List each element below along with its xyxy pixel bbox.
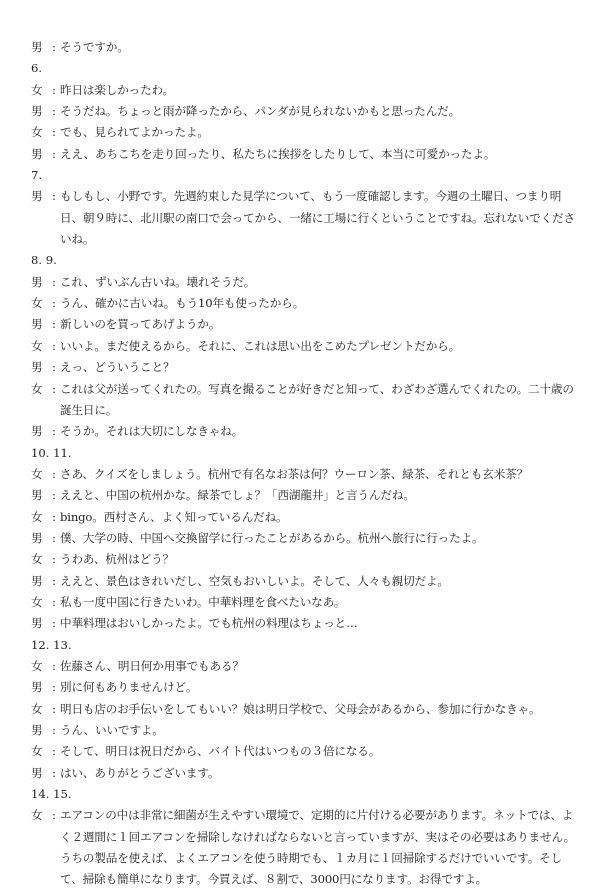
speaker-label: 女: [31, 296, 43, 311]
speaker-colon: :: [52, 765, 56, 780]
dialog-line: [31, 571, 577, 592]
speaker-colon: :: [52, 424, 56, 439]
dialog-line: [31, 613, 577, 634]
dialog-text: そして、明日は祝日だから、バイト代はいつもの３倍になる。: [60, 744, 381, 759]
dialog-line: [31, 805, 577, 890]
speaker-label: 女: [31, 509, 43, 524]
speaker-label: 女: [31, 594, 43, 609]
dialog-text: これ、ずいぶん古いね。壊れそうだ。: [60, 274, 256, 289]
speaker-colon: :: [52, 701, 56, 716]
dialog-text: うん、確かに古いね。もう10年も使ったから。: [60, 296, 305, 311]
dialog-text: これは父が送ってくれたの。写真を撮ることが好きだと知って、わざわざ選んでくれたの。二十歳の誕生日に。: [60, 381, 574, 417]
question-number: 12. 13.: [31, 637, 72, 652]
speaker-colon: :: [52, 594, 56, 609]
speaker-label: 女: [31, 552, 43, 567]
speaker-colon: :: [52, 40, 56, 54]
speaker-label: 男: [31, 616, 43, 631]
dialog-text: でも、見られてよかったよ。: [60, 125, 209, 140]
dialog-line: [31, 421, 577, 442]
speaker-colon: :: [52, 146, 56, 161]
dialog-line: [31, 549, 577, 570]
speaker-label: 女: [31, 701, 43, 716]
speaker-label: 男: [31, 573, 43, 588]
speaker-label: 男: [31, 360, 43, 375]
speaker-label: 女: [31, 658, 43, 673]
speaker-colon: :: [52, 530, 56, 545]
dialog-line: [31, 528, 577, 549]
speaker-colon: :: [52, 466, 56, 481]
dialog-line: [31, 379, 577, 422]
speaker-colon: :: [52, 82, 56, 97]
speaker-colon: :: [52, 189, 56, 204]
speaker-colon: :: [52, 509, 56, 524]
speaker-colon: :: [52, 723, 56, 737]
dialog-text: bingo。西村さん、よく知っているんだね。: [60, 509, 288, 524]
dialog-line: [31, 763, 577, 784]
question-number: 6.: [31, 61, 43, 76]
speaker-colon: :: [52, 317, 56, 332]
dialog-text: はい、ありがとうございます。: [60, 765, 220, 780]
speaker-colon: :: [52, 744, 56, 759]
dialog-line: [31, 464, 577, 485]
dialog-line: [31, 357, 577, 378]
dialog-line: [31, 336, 577, 357]
dialog-text: えっ、どういうこと？: [60, 360, 175, 375]
dialog-text: 僕、大学の時、中国へ交換留学に行ったことがあるから。杭州へ旅行に行ったよ。: [60, 530, 484, 545]
dialog-line: [31, 144, 577, 165]
dialog-text: うわあ、杭州はどう？: [60, 552, 174, 567]
speaker-label: 女: [31, 82, 43, 97]
dialog-line: [31, 37, 577, 58]
speaker-label: 男: [31, 723, 43, 737]
dialog-line: [31, 656, 577, 677]
dialog-text: エアコンの中は非常に細菌が生えやすい環境で、定期的に片付ける必要があります。ネットでは、よく２週間に１回エアコンを掃除しなければならないと言っていますが、実はその必要はありません。うちの製品を使えば、よくエアコンを使う時期でも、１カ月に１回掃除するだけでいいです。そして、掃除も簡単になります。今買えば、８割で、3000円になります。お得ですよ。: [60, 808, 576, 887]
speaker-colon: :: [52, 104, 56, 119]
dialog-line: [31, 677, 577, 698]
speaker-colon: :: [52, 125, 56, 140]
speaker-label: 男: [31, 104, 43, 119]
speaker-label: 女: [31, 338, 43, 353]
speaker-colon: :: [52, 296, 56, 311]
dialog-text: ええと、景色はきれいだし、空気もおいしいよ。そして、人々も親切だよ。: [60, 573, 449, 588]
dialog-line: [31, 507, 577, 528]
question-number: 14. 15.: [31, 787, 72, 802]
dialog-text: そうか。それは大切にしなきゃね。: [60, 424, 244, 439]
speaker-colon: :: [52, 338, 56, 353]
dialog-text: もしもし、小野です。先週約束した見学について、もう一度確認します。今週の土曜日、つまり明日、朝９時に、北川駅の南口で会ってから、一緒に工場に行くということですね。忘れないでくださいね。: [60, 189, 575, 247]
speaker-colon: :: [52, 381, 56, 396]
dialog-line: [31, 101, 577, 122]
dialog-text: さあ、クイズをしましょう。杭州で有名なお茶は何？ウーロン茶、緑茶、それとも玄米茶？: [60, 466, 529, 481]
speaker-label: 女: [31, 466, 43, 481]
dialog-line: [31, 741, 577, 762]
dialog-text: そうですか。: [60, 40, 129, 54]
speaker-label: 男: [31, 488, 43, 503]
speaker-label: 男: [31, 680, 43, 695]
speaker-colon: :: [52, 573, 56, 588]
dialog-text: 佐藤さん、明日何か用事でもある？: [60, 658, 244, 673]
dialog-line: [31, 80, 577, 101]
dialog-line: [31, 272, 577, 293]
speaker-label: 男: [31, 424, 43, 439]
dialog-text: いいよ。まだ使えるから。それに、これは思い出をこめたプレゼントだから。: [60, 338, 461, 353]
speaker-colon: :: [52, 808, 56, 823]
dialog-text: うん、いいですよ。: [60, 723, 164, 737]
dialog-text: 明日も店のお手伝いをしてもいい？娘は明日学校で、父母会があるから、参加に行かなきゃ。: [60, 701, 541, 716]
dialog-line: [31, 720, 577, 741]
dialog-line: [31, 122, 577, 143]
speaker-label: 男: [31, 765, 43, 780]
question-number: 8. 9.: [31, 253, 57, 268]
speaker-label: 女: [31, 808, 43, 823]
dialog-line: [31, 485, 577, 506]
dialog-line: [31, 314, 577, 335]
speaker-colon: :: [52, 488, 56, 503]
speaker-label: 男: [31, 40, 43, 54]
speaker-label: 男: [31, 530, 43, 545]
dialog-text: 昨日は楽しかったわ。: [60, 82, 174, 97]
dialog-text: ええ、あちこちを走り回ったり、私たちに挨拶をしたりして、本当に可愛かったよ。: [60, 146, 496, 161]
dialog-text: 中華料理はおいしかったよ。でも杭州の料理はちょっと…: [60, 616, 358, 631]
speaker-colon: :: [52, 658, 56, 673]
dialog-text: そうだね。ちょっと雨が降ったから、パンダが見られないかもと思ったんだ。: [60, 104, 461, 119]
speaker-label: 女: [31, 381, 43, 396]
question-number: 10. 11.: [31, 445, 72, 460]
dialog-line: [31, 592, 577, 613]
speaker-label: 男: [31, 317, 43, 332]
dialog-text: 私も一度中国に行きたいわ。中華料理を食べたいなあ。: [60, 594, 346, 609]
speaker-label: 女: [31, 125, 43, 140]
speaker-label: 男: [31, 189, 43, 204]
speaker-colon: :: [52, 552, 56, 567]
speaker-label: 女: [31, 744, 43, 759]
speaker-label: 男: [31, 146, 43, 161]
dialog-text: 別に何もありませんけど。: [60, 680, 198, 695]
speaker-colon: :: [52, 360, 56, 375]
dialog-line: [31, 293, 577, 314]
dialog-line: [31, 186, 577, 250]
speaker-colon: :: [52, 274, 56, 289]
dialog-text: ええと、中国の杭州かな。緑茶でしょ？「西湖龍井」と言うんだね。: [60, 488, 415, 503]
dialog-text: 新しいのを買ってあげようか。: [60, 317, 221, 332]
speaker-colon: :: [52, 616, 56, 631]
dialog-line: [31, 699, 577, 720]
question-number: 7.: [31, 168, 43, 183]
speaker-label: 男: [31, 274, 43, 289]
speaker-colon: :: [52, 680, 56, 695]
